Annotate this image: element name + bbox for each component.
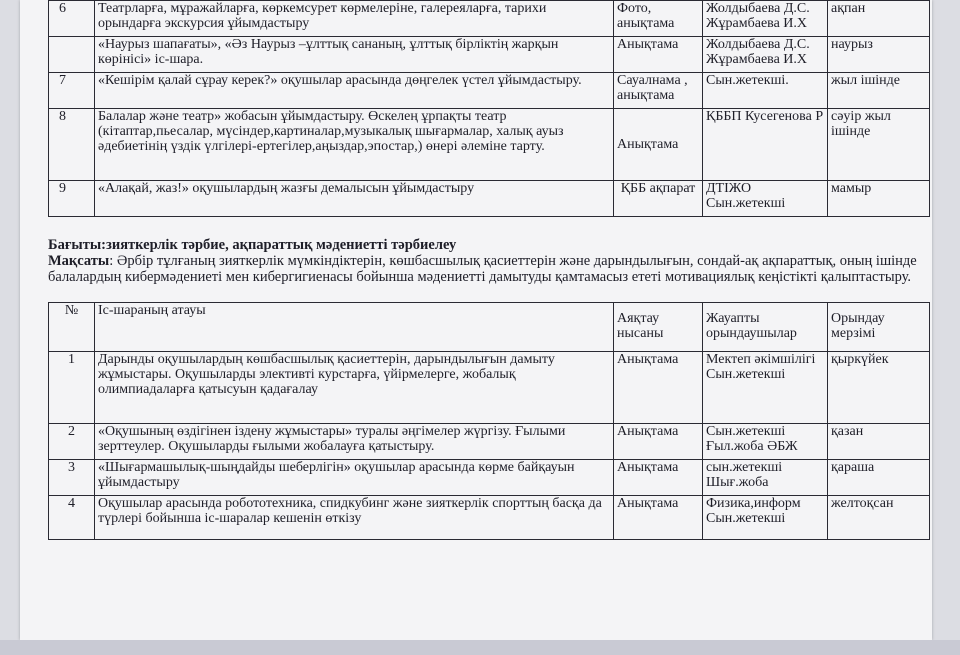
completion-form: Анықтама xyxy=(614,424,703,460)
document-page xyxy=(20,0,932,640)
row-number: 6 xyxy=(49,1,95,37)
row-number: 1 xyxy=(49,352,95,424)
section-block xyxy=(48,237,928,285)
events-table-2 xyxy=(48,302,930,540)
event-name: «Алақай, жаз!» оқушылардың жазғы демалысын ұйымдастыру xyxy=(95,181,614,217)
deadline: ақпан xyxy=(828,1,930,37)
event-name: «Наурыз шапағаты», «Әз Наурыз –ұлттық сананың, ұлттық бірліктің жарқын көрінісі» іс-шара. xyxy=(95,37,614,73)
header-deadline: Орындау мерзімі xyxy=(828,303,930,352)
event-name: «Оқушының өздігінен іздену жұмыстары» туралы әңгімелер жүргізу. Ғылыми зерттеулер. Оқушыларды ғылыми жобалауға қатыстыру. xyxy=(95,424,614,460)
table-row xyxy=(49,109,930,181)
completion-form: Анықтама xyxy=(614,496,703,540)
header-num: № xyxy=(49,303,95,352)
row-number: 8 xyxy=(49,109,95,181)
header-form: Аяқтау нысаны xyxy=(614,303,703,352)
section-goal xyxy=(48,253,928,285)
table-row xyxy=(49,73,930,109)
section-heading: Бағыты:зияткерлік тәрбие, ақпараттық мәдениетті тәрбиелеу xyxy=(48,237,457,253)
completion-form: Анықтама xyxy=(614,37,703,73)
completion-form: Фото, анықтама xyxy=(614,1,703,37)
deadline: сәуір жыл ішінде xyxy=(828,109,930,181)
deadline: наурыз xyxy=(828,37,930,73)
row-number: 2 xyxy=(49,424,95,460)
row-number: 4 xyxy=(49,496,95,540)
deadline: қыркүйек xyxy=(828,352,930,424)
table-row xyxy=(49,424,930,460)
table-row xyxy=(49,37,930,73)
deadline: желтоқсан xyxy=(828,496,930,540)
events-table-1 xyxy=(48,0,930,217)
responsible: Физика,информ Сын.жетекші xyxy=(703,496,828,540)
row-number: 3 xyxy=(49,460,95,496)
responsible: сын.жетекші Шығ.жоба xyxy=(703,460,828,496)
event-name: Оқушылар арасында робототехника, спидкубинг және зияткерлік спорттың басқа да түрлері бойынша іс-шаралар кешенін өткізу xyxy=(95,496,614,540)
deadline: қазан xyxy=(828,424,930,460)
responsible: Сын.жетекші. xyxy=(703,73,828,109)
completion-form: Анықтама xyxy=(614,460,703,496)
goal-label: Мақсаты xyxy=(48,253,110,269)
completion-form: Анықтама xyxy=(614,352,703,424)
responsible: Жолдыбаева Д.С. Жұрамбаева И.Х xyxy=(703,37,828,73)
table-row xyxy=(49,1,930,37)
responsible: Мектеп әкімшілігі Сын.жетекші xyxy=(703,352,828,424)
header-name: Іс-шараның атауы xyxy=(95,303,614,352)
responsible: Сын.жетекші Ғыл.жоба ӘБЖ xyxy=(703,424,828,460)
scan-edge xyxy=(0,640,960,655)
table-header-row xyxy=(49,303,930,352)
event-name: Балалар және театр» жобасын ұйымдастыру. Өскелең ұрпақты театр (кітаптар,пьесалар, мүсіндер,картиналар,музыкалық шығармалар, халық ауыз әдебиетінің үздік үлгілері-ертегілер,аңыздар,эпостар,) өнері әлеміне тарту. xyxy=(95,109,614,181)
header-responsible: Жауапты орындаушылар xyxy=(703,303,828,352)
event-name: Театрларға, мұражайларға, көркемсурет көрмелеріне, галереяларға, тарихи орындарға экскурсия ұйымдастыру xyxy=(95,1,614,37)
responsible: ДТІЖО Сын.жетекші xyxy=(703,181,828,217)
goal-text: : Әрбір тұлғаның зияткерлік мүмкіндіктерін, көшбасшылық қасиеттерін және дарындылығын, сондай-ақ ақпараттық, оның ішінде балалардың кибермәдениеті мен кибергигиенасы бойынша мәдениетті дамытуды қамтамасыз ететі мотивациялық кеңістікті қалыптастыру. xyxy=(48,253,917,285)
deadline: мамыр xyxy=(828,181,930,217)
table-row xyxy=(49,496,930,540)
deadline: жыл ішінде xyxy=(828,73,930,109)
deadline: қараша xyxy=(828,460,930,496)
event-name: «Кешірім қалай сұрау керек?» оқушылар арасында дөңгелек үстел ұйымдастыру. xyxy=(95,73,614,109)
row-number: 9 xyxy=(49,181,95,217)
table-row xyxy=(49,460,930,496)
event-name: Дарынды оқушылардың көшбасшылық қасиеттерін, дарындылығын дамыту жұмыстары. Оқушыларды элективті курстарға, үйірмелерге, жобалық олимпиадаларға қатысуын қадағалау xyxy=(95,352,614,424)
completion-form: Анықтама xyxy=(614,109,703,181)
row-number: 7 xyxy=(49,73,95,109)
completion-form: ҚББ ақпарат xyxy=(614,181,703,217)
row-number xyxy=(49,37,95,73)
completion-form: Сауалнама , анықтама xyxy=(614,73,703,109)
table-row xyxy=(49,352,930,424)
responsible: ҚББП Кусегенова Р xyxy=(703,109,828,181)
table-row xyxy=(49,181,930,217)
event-name: «Шығармашылық-шыңдайды шеберлігін» оқушылар арасында көрме байқауын ұйымдастыру xyxy=(95,460,614,496)
responsible: Жолдыбаева Д.С. Жұрамбаева И.Х xyxy=(703,1,828,37)
